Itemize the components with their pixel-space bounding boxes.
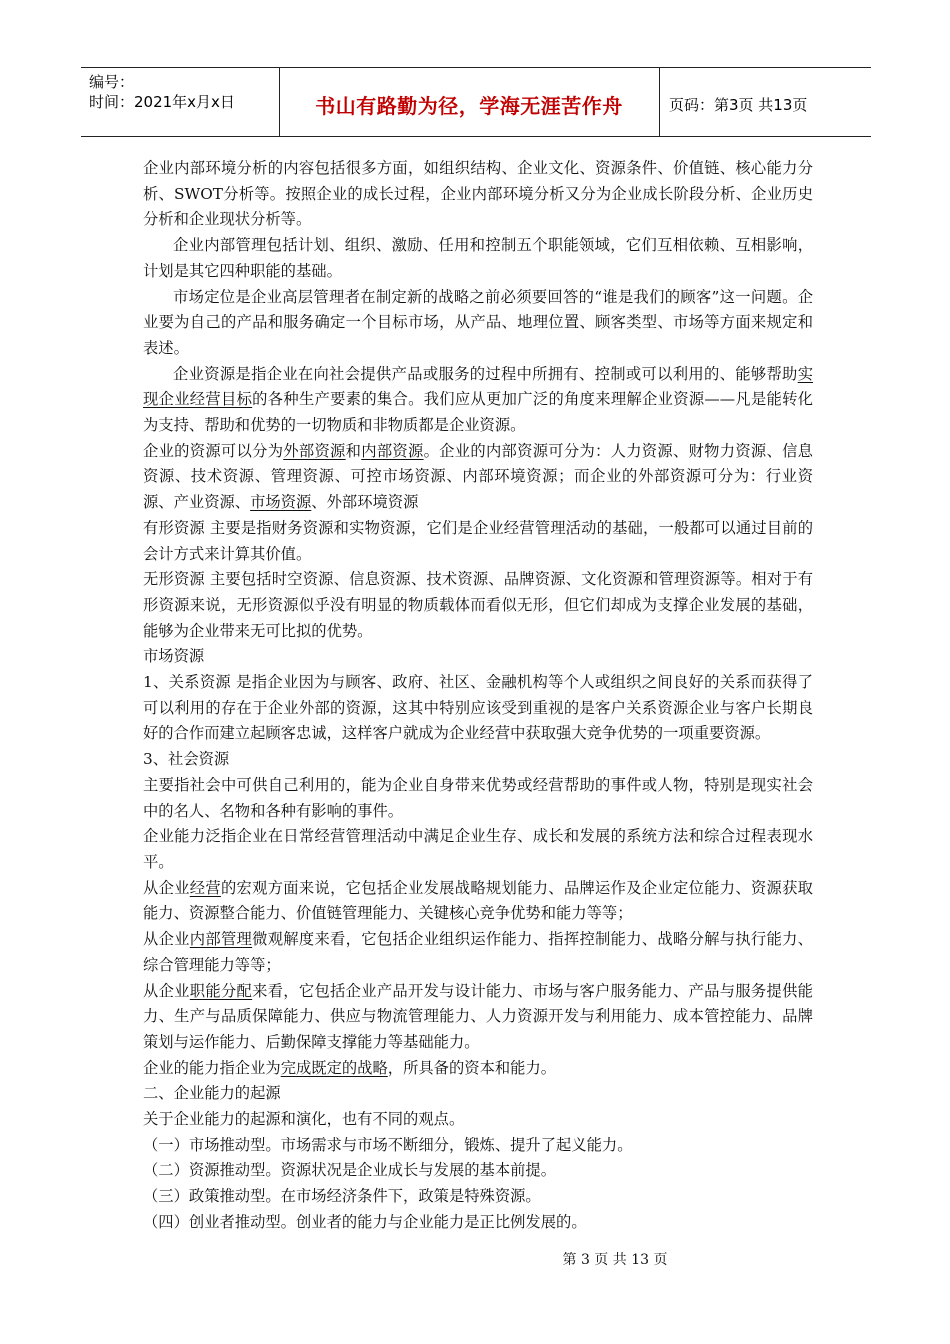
body-paragraph (143, 233, 813, 284)
text-run: 二、企业能力的起源 (143, 1084, 281, 1103)
text-run: 的各种生产要素的集合。我们应从更加广泛的角度来理解企业资源——凡是能转化为支持、帮助和优势的一切物质和非物质都是企业资源。 (143, 390, 813, 435)
body-paragraph (143, 1081, 813, 1107)
header-page-info: 页码：第3页 共13页 (669, 96, 808, 114)
body-paragraph (143, 747, 813, 773)
underlined-term: 职能分配 (189, 981, 253, 1000)
body-paragraph (143, 439, 813, 516)
text-run: 来看，它包括企业产品开发与设计能力、市场与客户服务能力、产品与服务提供能力、生产与品质保障能力、供应与物流管理能力、人力资源开发与利用能力、成本管控能力、品牌策划与运作能力、后勤保障支撑能力等基础能力。 (143, 981, 813, 1051)
text-run: 从企业 (143, 878, 190, 897)
document-number-label: 编号： (89, 73, 135, 91)
text-run: （一）市场推动型。市场需求与市场不断细分，锻炼、提升了起义能力。 (143, 1135, 633, 1154)
text-run: 。企业的内部资源可分为：人力资源、财物力资源、信息资源、技术资源、管理资源、可控市场资源、内部环境资源；而企业的外部资源可分为：行业资源、产业资源、 (143, 441, 813, 512)
text-run: （二）资源推动型。资源状况是企业成长与发展的基本前提。 (143, 1161, 557, 1180)
page-footer: 第 3 页 共 13 页 (562, 1252, 668, 1268)
underlined-term: 内部管理 (189, 930, 253, 949)
text-run: 关于企业能力的起源和演化，也有不同的观点。 (143, 1110, 465, 1129)
underlined-term: 完成既定的战略 (280, 1058, 388, 1077)
header-motto: 书山有路勤为径，学海无涯苦作舟 (315, 94, 623, 118)
text-run: 企业能力泛指企业在日常经营管理活动中满足企业生存、成长和发展的系统方法和综合过程表现水平。 (143, 827, 813, 871)
text-run: 3、社会资源 (143, 750, 230, 769)
text-run: 从企业 (143, 930, 190, 949)
body-paragraph (143, 1107, 813, 1133)
underlined-term: 内部资源 (361, 441, 424, 460)
body-paragraph (143, 927, 813, 978)
body-paragraph (143, 1184, 813, 1210)
body-paragraph (143, 1056, 813, 1082)
header-left-block (89, 72, 235, 112)
text-run: 微观解度来看，它包括企业组织运作能力、指挥控制能力、战略分解与执行能力、综合管理能力等等； (143, 930, 813, 974)
text-run: 有形资源 主要是指财务资源和实物资源，它们是企业经营管理活动的基础，一般都可以通过目前的会计方式来计算其价值。 (143, 518, 813, 563)
body-paragraph (143, 644, 813, 670)
body-paragraph (143, 876, 813, 927)
body-paragraph (143, 285, 813, 362)
text-run: 的宏观方面来说，它包括企业发展战略规划能力、品牌运作及企业定位能力、资源获取能力、资源整合能力、价值链管理能力、关键核心竞争优势和能力等等； (143, 878, 813, 923)
text-run: 企业资源是指企业在向社会提供产品或服务的过程中所拥有、控制或可以利用的、能够帮助 (173, 364, 798, 383)
text-run: 、外部环境资源 (311, 493, 419, 512)
text-run: ，所具备的资本和能力。 (387, 1058, 557, 1077)
page-header (81, 67, 871, 137)
text-run: 企业内部环境分析的内容包括很多方面，如组织结构、企业文化、资源条件、价值链、核心能力分析、SWOT分析等。按照企业的成长过程，企业内部环境分析又分为企业成长阶段分析、企业历史分析和企业现状分析等。 (143, 159, 813, 229)
body-paragraph (143, 979, 813, 1056)
body-paragraph (143, 824, 813, 875)
underlined-term: 市场资源 (250, 493, 312, 512)
body-paragraph (143, 670, 813, 747)
body-paragraph (143, 1210, 813, 1236)
text-run: 企业内部管理包括计划、组织、激励、任用和控制五个职能领域，它们互相依赖、互相影响，计划是其它四种职能的基础。 (143, 236, 813, 280)
body-paragraph (143, 362, 813, 439)
underlined-term: 实现企业经营目标 (143, 364, 813, 409)
body-paragraph (143, 567, 813, 644)
text-run: 主要指社会中可供自己利用的，能为企业自身带来优势或经营帮助的事件或人物，特别是现实社会中的名人、名物和各种有影响的事件。 (143, 775, 813, 820)
text-run: 市场定位是企业高层管理者在制定新的战略之前必须要回答的“谁是我们的顾客”这一问题。企业要为自己的产品和服务确定一个目标市场，从产品、地理位置、顾客类型、市场等方面来规定和表述。 (143, 287, 813, 357)
document-date: 时间：2021年x月x日 (89, 93, 235, 111)
body-paragraph (143, 156, 813, 233)
text-run: 企业的资源可以分为 (143, 441, 284, 460)
body-paragraph (143, 1158, 813, 1184)
header-divider (659, 68, 660, 136)
text-run: 从企业 (143, 981, 190, 1000)
text-run: 1、关系资源 是指企业因为与顾客、政府、社区、金融机构等个人或组织之间良好的关系而获得了可以利用的存在于企业外部的资源，这其中特别应该受到重视的是客户关系资源企业与客户长期良好的合作而建立起顾客忠诚，这样客户就成为企业经营中获取强大竞争优势的一项重要资源。 (143, 673, 813, 743)
text-run: （三）政策推动型。在市场经济条件下，政策是特殊资源。 (143, 1187, 541, 1206)
text-run: （四）创业者推动型。创业者的能力与企业能力是正比例发展的。 (143, 1212, 587, 1231)
text-run: 和 (345, 441, 362, 460)
body-paragraph (143, 516, 813, 567)
document-body (143, 156, 813, 1236)
underlined-term: 外部资源 (283, 441, 346, 460)
text-run: 企业的能力指企业为 (143, 1058, 281, 1077)
text-run: 无形资源 主要包括时空资源、信息资源、技术资源、品牌资源、文化资源和管理资源等。相对于有形资源来说，无形资源似乎没有明显的物质载体而看似无形，但它们却成为支撑企业发展的基础，能够为企业带来无可比拟的优势。 (143, 570, 813, 640)
underlined-term: 经营 (189, 878, 221, 897)
body-paragraph (143, 1133, 813, 1159)
body-paragraph (143, 773, 813, 824)
text-run: 市场资源 (143, 647, 205, 666)
